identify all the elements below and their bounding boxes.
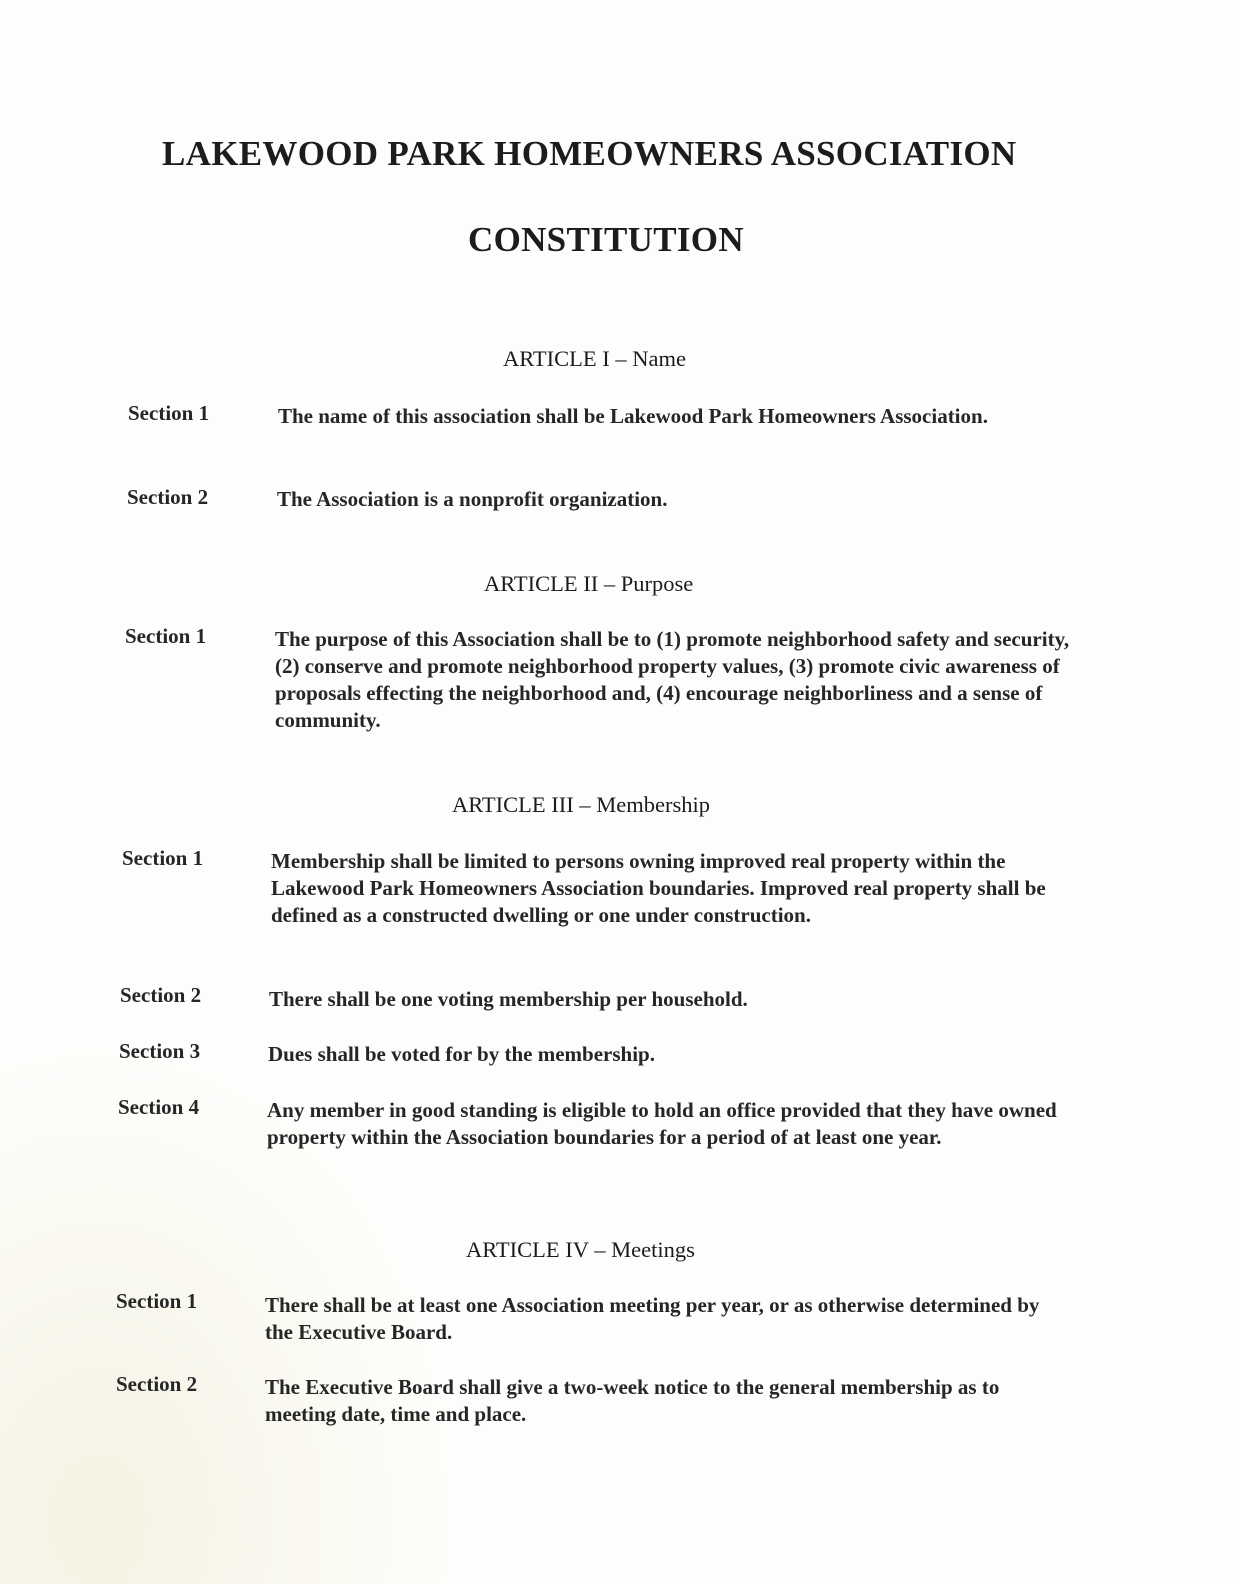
section-label: Section 1 xyxy=(125,624,207,648)
document-subtitle: CONSTITUTION xyxy=(468,220,744,259)
section-label: Section 2 xyxy=(120,983,202,1007)
article-heading: ARTICLE IV – Meetings xyxy=(466,1237,695,1262)
section-text: Any member in good standing is eligible to hold an office provided that they have owned property within the Association boundaries for a period of at least one year. xyxy=(267,1098,1057,1149)
section-text: The purpose of this Association shall be to (1) promote neighborhood safety and security, (2) conserve and promote neighborhood property values, (3) promote civic awareness of proposals effecting the neighborhood and, (4) encourage neighborliness and a sense of community. xyxy=(275,627,1070,732)
article-heading: ARTICLE II – Purpose xyxy=(484,571,694,596)
section-text: The Executive Board shall give a two-week notice to the general membership as to meeting date, time and place. xyxy=(265,1375,1000,1426)
section-label: Section 2 xyxy=(127,485,209,509)
document-title: LAKEWOOD PARK HOMEOWNERS ASSOCIATION xyxy=(162,134,1017,173)
article-heading: ARTICLE III – Membership xyxy=(452,792,710,817)
section-label: Section 1 xyxy=(116,1289,198,1313)
section-text: There shall be at least one Association meeting per year, or as otherwise determined by the Executive Board. xyxy=(265,1293,1040,1344)
section-text: Membership shall be limited to persons owning improved real property within the Lakewood Park Homeowners Association boundaries. Improved real property shall be defined as a constructed dwelling or one under construction. xyxy=(271,849,1046,927)
section-text: The Association is a nonprofit organization. xyxy=(277,487,668,511)
section-label: Section 1 xyxy=(122,846,204,870)
section-text: Dues shall be voted for by the membership. xyxy=(268,1042,655,1066)
section-label: Section 3 xyxy=(119,1039,201,1063)
section-label: Section 4 xyxy=(118,1095,200,1119)
section-text: There shall be one voting membership per household. xyxy=(269,987,748,1011)
section-text: The name of this association shall be Lakewood Park Homeowners Association. xyxy=(278,404,988,428)
section-label: Section 1 xyxy=(128,401,210,425)
article-heading: ARTICLE I – Name xyxy=(503,346,686,371)
section-label: Section 2 xyxy=(116,1372,198,1396)
